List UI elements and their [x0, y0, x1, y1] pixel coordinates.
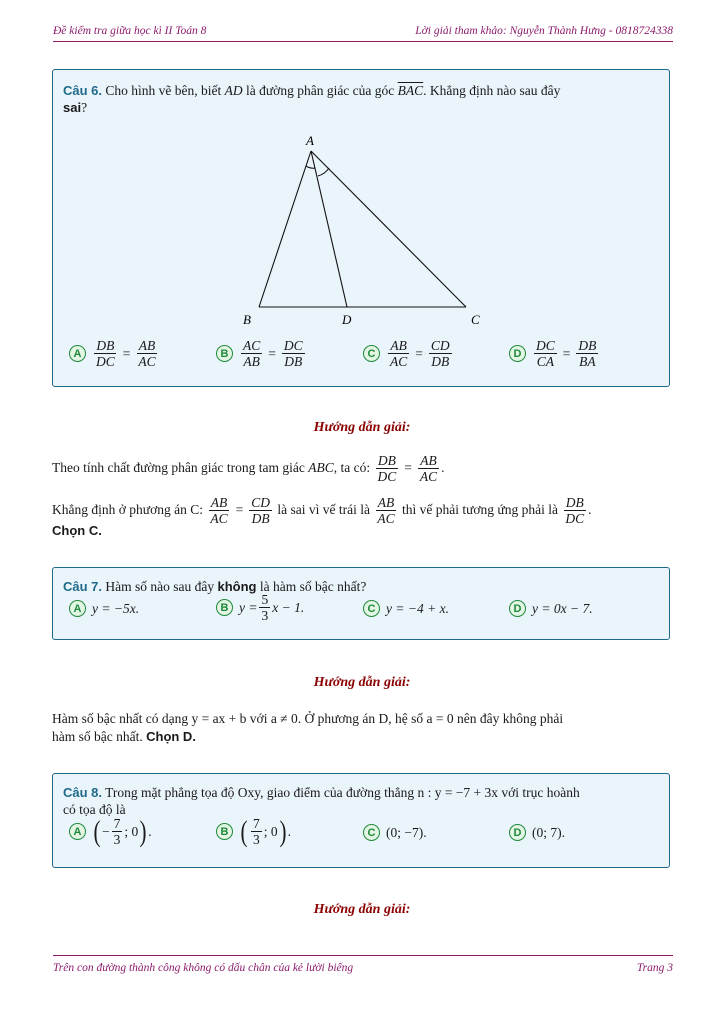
- bisector-ad: [311, 151, 347, 307]
- question-6-label: Câu 6.: [63, 83, 103, 98]
- angle-bac: $\overline{BAC}$: [397, 83, 424, 98]
- page-footer: [53, 955, 673, 978]
- page-header: [53, 25, 673, 42]
- page-number: Trang 3: [636, 962, 673, 974]
- q8-option-c[interactable]: C (0; −7).: [363, 824, 427, 841]
- vertex-d: D: [342, 312, 352, 327]
- question-6-text: Câu 6. Cho hình vẽ bên, biết AD là đường phân giác của góc $\overline{BAC}$. Khẳng định nào sau đây sai?: [63, 83, 561, 115]
- question-7-text: Câu 7. Hàm số nào sau đây không là hàm số bậc nhất?: [63, 579, 367, 594]
- option-badge-d: D: [509, 345, 526, 362]
- q8-option-a[interactable]: A ( − $\frac{7}{3}$ ; 0 ) .: [69, 816, 152, 847]
- guide-heading-7: Hướng dẫn giải:: [313, 675, 411, 690]
- question-8-label: Câu 8.: [63, 785, 103, 800]
- angle-arc-1: [306, 166, 315, 168]
- vertex-a: A: [306, 133, 314, 148]
- solution-6-line-2: Khẳng định ở phương án C: $\frac{AB}{AC}$ = $\frac{CD}{DB}$ là sai vì vế trái là $\frac{AB}{AC}$ thì vế phải tương ứng phải là $\frac{DB}{DC}$ .: [52, 494, 592, 526]
- guide-heading-6: Hướng dẫn giải:: [313, 420, 411, 435]
- header-left: Đề kiểm tra giữa học kì II Toán 8: [53, 25, 207, 37]
- question-6-box: [52, 69, 670, 387]
- footer-left: Trên con đường thành công không có dấu chân của kẻ lười biếng: [53, 962, 354, 974]
- q6-option-a[interactable]: A $\frac{DB}{DC}$ = $\frac{AB}{AC}$: [69, 338, 160, 369]
- q7-option-d[interactable]: D y = 0x − 7.: [509, 600, 593, 617]
- question-7-label: Câu 7.: [63, 579, 103, 594]
- question-8-text: Câu 8. Trong mặt phẳng tọa độ Oxy, giao điểm của đường thẳng n : y = −7 + 3x với trục hoành có tọa độ là: [63, 785, 580, 817]
- choose-c: Chọn C.: [52, 523, 102, 538]
- q7-option-a[interactable]: A y = −5x.: [69, 600, 139, 617]
- q6-option-c[interactable]: C $\frac{AB}{AC}$ = $\frac{CD}{DB}$: [363, 338, 454, 369]
- vertex-c: C: [471, 312, 480, 327]
- bold-sai: sai: [63, 100, 82, 115]
- vertex-b: B: [243, 312, 251, 327]
- solution-7: Hàm số bậc nhất có dạng y = ax + b với a ≠ 0. Ở phương án D, hệ số a = 0 nên đây không phải hàm số bậc nhất. Chọn D.: [52, 711, 564, 744]
- option-badge-b: B: [216, 345, 233, 362]
- header-right: Lời giải tham khảo: Nguyễn Thành Hưng - 0818724338: [415, 25, 673, 37]
- q8-option-b[interactable]: B ( $\frac{7}{3}$ ; 0 ) .: [216, 816, 291, 847]
- side-ac: [311, 151, 466, 307]
- guide-heading-8: Hướng dẫn giải:: [313, 902, 411, 917]
- option-badge-a: A: [69, 345, 86, 362]
- question-7-box: [52, 567, 670, 640]
- angle-arc-2: [318, 168, 329, 176]
- option-badge-c: C: [363, 345, 380, 362]
- choose-d: Chọn D.: [146, 729, 196, 744]
- side-ab: [259, 151, 311, 307]
- question-8-box: [52, 773, 670, 868]
- solution-6-line-1: Theo tính chất đường phân giác trong tam giác ABC , ta có: $\frac{DB}{DC}$ = $\frac{AB}{AC}$ .: [52, 452, 445, 484]
- q7-option-c[interactable]: C y = −4 + x.: [363, 600, 449, 617]
- q8-option-d[interactable]: D (0; 7).: [509, 824, 565, 841]
- q7-option-b[interactable]: B y = $\frac{5}{3}$ x − 1.: [216, 592, 304, 623]
- q6-option-b[interactable]: B $\frac{AC}{AB}$ = $\frac{DC}{DB}$: [216, 338, 307, 369]
- q6-option-d[interactable]: D $\frac{DC}{CA}$ = $\frac{DB}{BA}$: [509, 338, 600, 369]
